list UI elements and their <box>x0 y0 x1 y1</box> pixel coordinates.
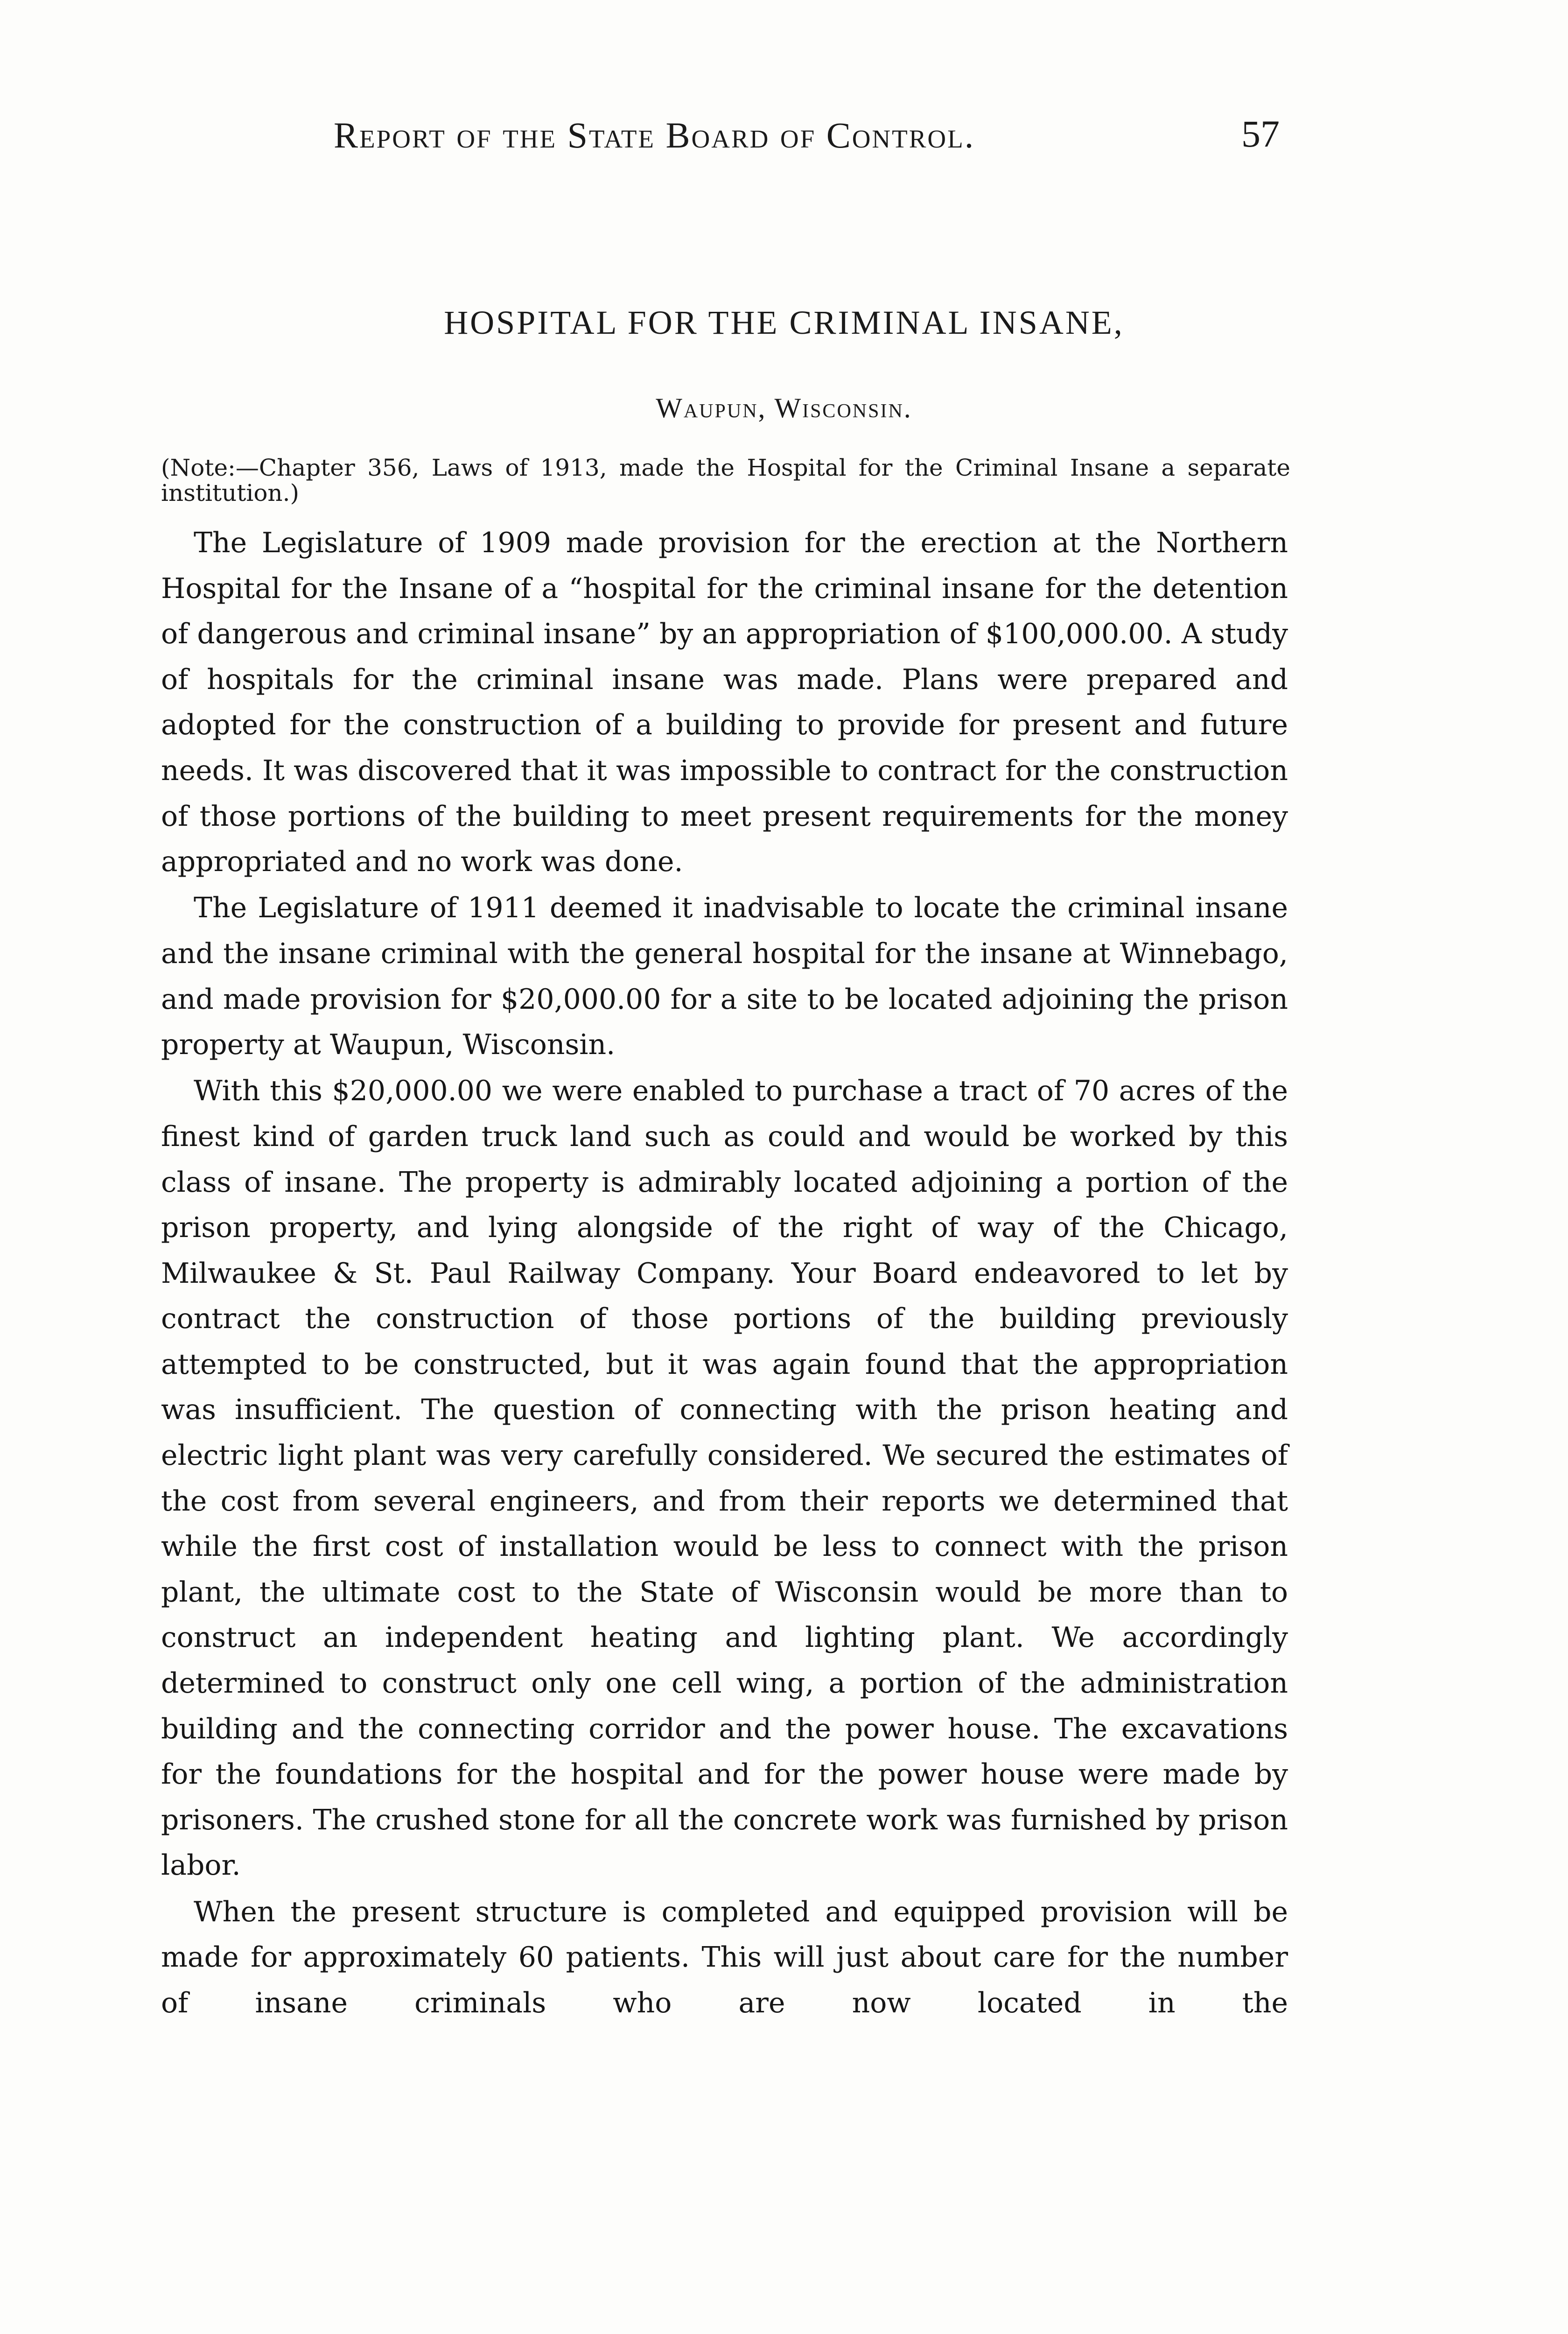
running-head-title: Report of the State Board of Control. <box>334 115 975 155</box>
page-number: 57 <box>1241 112 1280 155</box>
paragraph-1: The Legislature of 1909 made provision for the erection at the Northern Hospital for the Insane of a “hospital for the criminal insane for the detention of dangerous and criminal insane” by an appropriation of $100,000.00. A study of hospitals for the criminal insane was made. Plans were prepared and adopted for the construction of a building to provide for present and future needs. It was discovered that it was impossible to contract for the construction of those portions of the building to meet present requirements for the money appropriated and no work was done. <box>161 527 1288 879</box>
paragraph-3: With this $20,000.00 we were enabled to purchase a tract of 70 acres of the finest kind of garden truck land such as could and would be worked by this class of insane. The property is admirably located adjoining a portion of the prison property, and lying alongside of the right of way of the Chicago, Milwaukee & St. Paul Railway Company. Your Board endeavored to let by contract the construction of those portions of the building previously attempted to be constructed, but it was again found that the appropriation was insufficient. The question of connecting with the prison heating and electric light plant was very carefully considered. We secured the estimates of the cost from several engineers, and from their reports we determined that while the first cost of installation would be less to connect with the prison plant, the ultimate cost to the State of Wisconsin would be more than to construct an independent heating and lighting plant. We accordingly determined to construct only one cell wing, a portion of the administration building and the connecting corridor and the power house. The excavations for the foundations for the hospital and for the power house were made by prisoners. The crushed stone for all the concrete work was furnished by prison labor. <box>161 1075 1288 1882</box>
paragraph-2: The Legislature of 1911 deemed it inadvisable to locate the criminal insane and the insane criminal with the general hospital for the insane at Winnebago, and made provision for $20,000.00 for a site to be located adjoining the prison property at Waupun, Wisconsin. <box>161 892 1288 1062</box>
document-title: HOSPITAL FOR THE CRIMINAL INSANE, <box>444 304 1124 341</box>
running-head <box>334 114 1295 156</box>
body-text <box>161 520 1288 2027</box>
paragraph-4: When the present structure is completed and equipped provision will be made for approximately 60 patients. This will just about care for the number of insane criminals who are now located in the <box>161 1895 1288 2019</box>
editorial-note: (Note:—Chapter 356, Laws of 1913, made the Hospital for the Criminal Insane a separate institution.) <box>161 454 1290 506</box>
document-subtitle: Waupun, Wisconsin. <box>656 393 912 423</box>
